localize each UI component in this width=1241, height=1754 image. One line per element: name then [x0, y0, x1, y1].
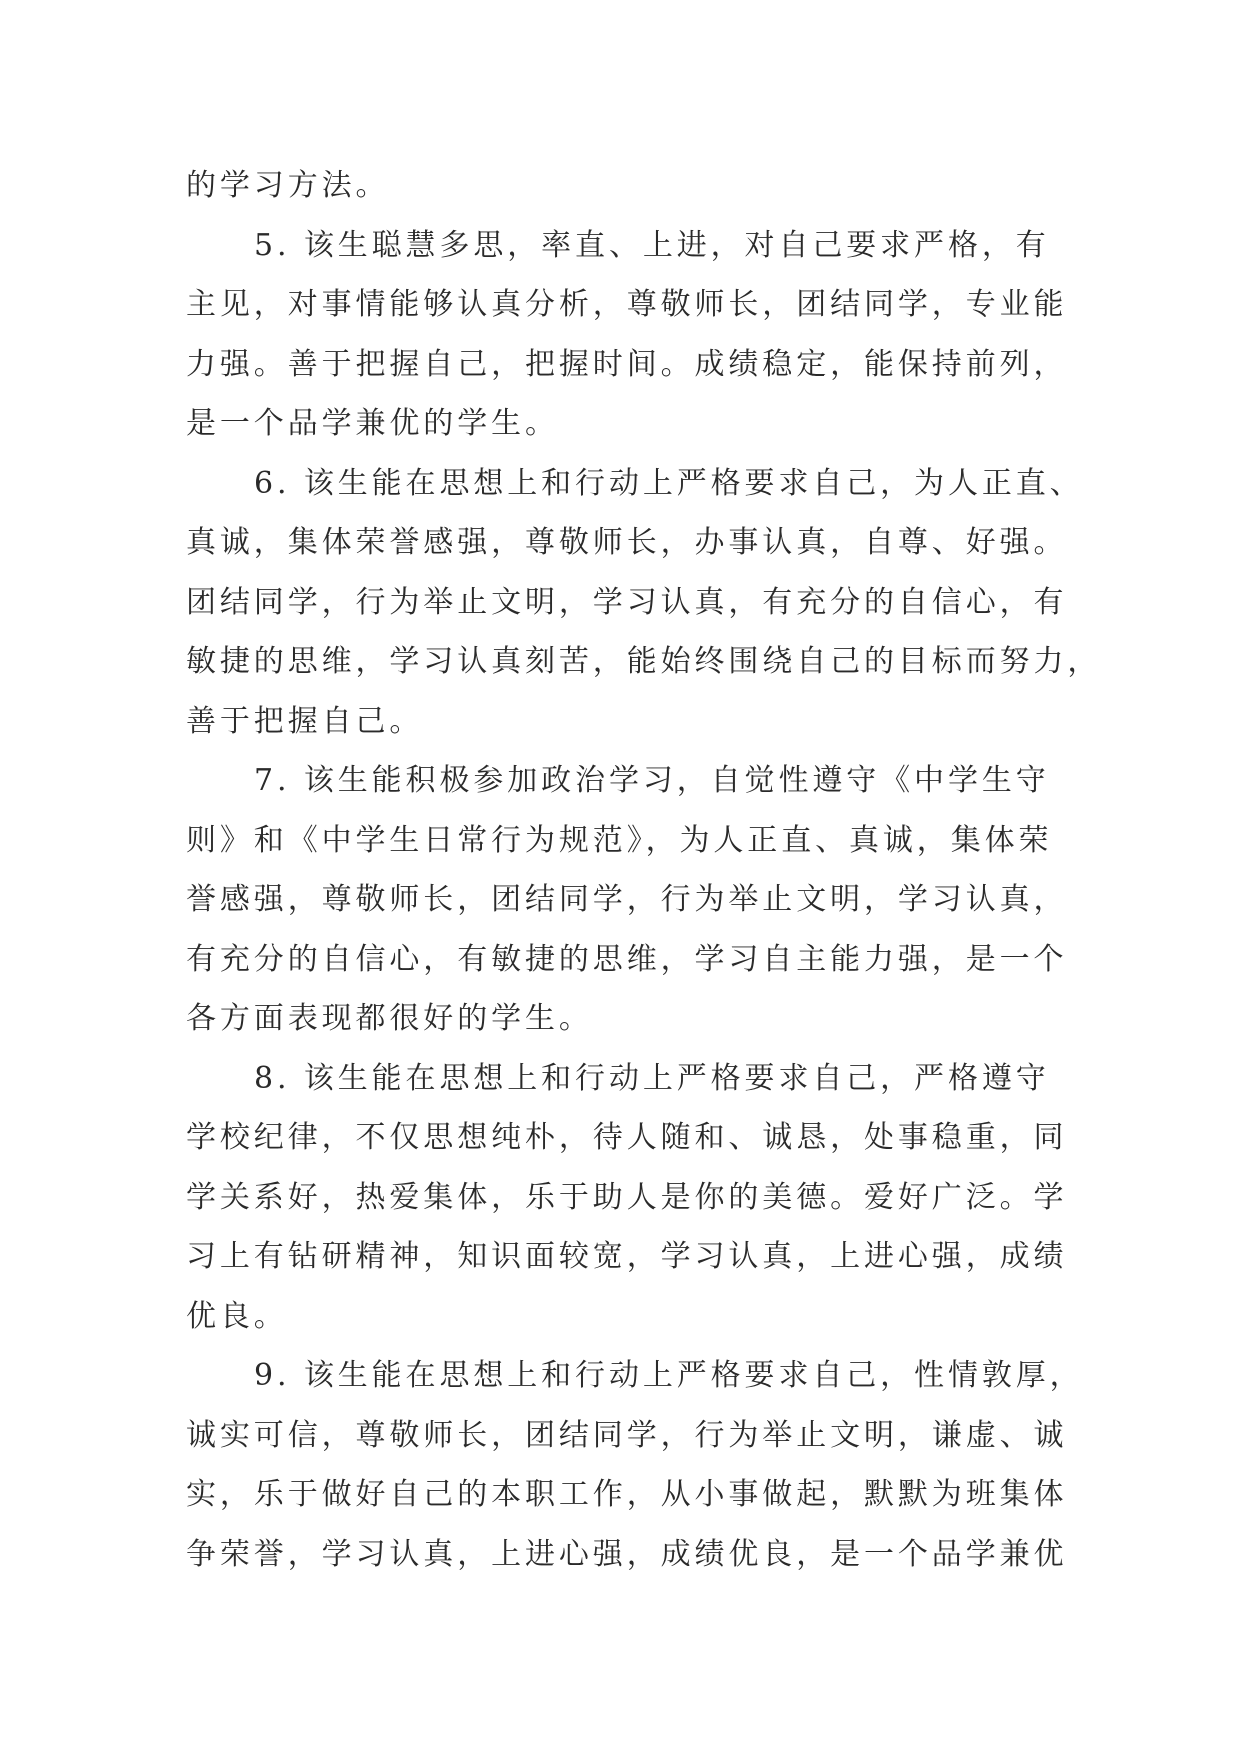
text-line: 则》和《中学生日常行为规范》，为人正直、真诚，集体荣 [186, 822, 1053, 858]
text-line: 习上有钻研精神，知识面较宽，学习认真，上进心强，成绩 [186, 1239, 1068, 1274]
text-line: 敏捷的思维，学习认真刻苦，能始终围绕自己的目标而努力， [186, 644, 1102, 679]
text-line: 的学习方法。 [186, 168, 390, 203]
text-line: 学关系好，热爱集体，乐于助人是你的美德。爱好广泛。学 [186, 1179, 1068, 1215]
text-line: 5. 该生聪慧多思，率直、上进，对自己要求严格，有 [254, 227, 1050, 263]
text-line: 力强。善于把握自己，把握时间。成绩稳定，能保持前列， [186, 346, 1068, 382]
text-line: 主见，对事情能够认真分析，尊敬师长，团结同学，专业能 [186, 287, 1068, 322]
text-line: 8. 该生能在思想上和行动上严格要求自己，严格遵守 [254, 1060, 1050, 1096]
text-line: 团结同学，行为举止文明，学习认真，有充分的自信心，有 [186, 584, 1068, 620]
text-line: 是一个品学兼优的学生。 [186, 406, 559, 441]
text-line: 9. 该生能在思想上和行动上严格要求自己，性情敦厚， [254, 1358, 1084, 1393]
text-line: 善于把握自己。 [186, 703, 424, 739]
text-line: 7. 该生能积极参加政治学习，自觉性遵守《中学生守 [254, 763, 1050, 798]
text-line: 6. 该生能在思想上和行动上严格要求自己，为人正直、 [254, 465, 1084, 501]
text-line: 争荣誉，学习认真，上进心强，成绩优良，是一个品学兼优 [186, 1536, 1068, 1572]
text-line: 优良。 [186, 1298, 288, 1334]
text-line: 学校纪律，不仅思想纯朴，待人随和、诚恳，处事稳重，同 [186, 1120, 1068, 1155]
text-line: 诚实可信，尊敬师长，团结同学，行为举止文明，谦虚、诚 [186, 1417, 1068, 1453]
text-line: 有充分的自信心，有敏捷的思维，学习自主能力强，是一个 [186, 941, 1068, 977]
body-text [186, 156, 1102, 1584]
text-line: 实，乐于做好自己的本职工作，从小事做起，默默为班集体 [186, 1477, 1068, 1512]
text-line: 各方面表现都很好的学生。 [186, 1001, 593, 1036]
text-line: 誉感强，尊敬师长，团结同学，行为举止文明，学习认真， [186, 882, 1068, 917]
text-line: 真诚，集体荣誉感强，尊敬师长，办事认真，自尊、好强。 [186, 525, 1068, 560]
